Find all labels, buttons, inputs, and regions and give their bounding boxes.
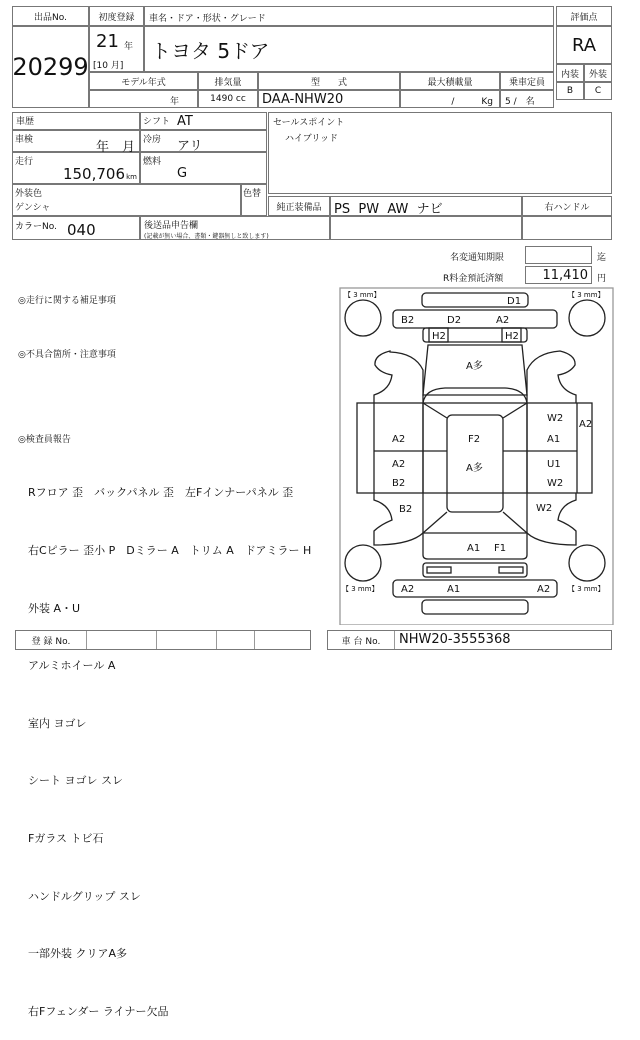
recycle-label: R料金預託済額 [443, 274, 504, 284]
color-no-cell [12, 216, 140, 240]
recycle-value: 11,410 [525, 266, 592, 284]
later-items-cell [140, 216, 330, 240]
damage-mark: B2 [399, 504, 413, 515]
mileage-value: 150,706 [62, 165, 125, 183]
damage-mark: A1 [467, 543, 481, 554]
driving-notes-label: ◎走行に関する補足事項 [18, 296, 116, 306]
report-line: Fガラス トビ石 [28, 832, 104, 846]
inspection-cell [12, 130, 140, 155]
sales-point-label: セールスポイント [273, 118, 345, 128]
report-line: 右Fフェンダー ライナー欠品 [28, 1004, 169, 1018]
color-label: 外装色 [15, 189, 43, 199]
inspection-value: 年 月 [95, 140, 135, 155]
damage-mark: F2 [468, 434, 481, 445]
damage-mark: A2 [496, 315, 510, 326]
damage-mark: B2 [401, 315, 415, 326]
fuel-cell [140, 152, 267, 184]
lot-label: 出品No. [12, 6, 89, 26]
max-load-label: 最大積載量 [400, 72, 500, 90]
first-reg-year: 21 [96, 31, 119, 52]
ac-cell [140, 130, 267, 152]
model-year-label: モデル年式 [89, 72, 198, 90]
fuel-value: G [177, 166, 188, 181]
report-line: 右Cピラー 歪小 P Dミラー A トリム A ドアミラー H [28, 544, 312, 558]
first-reg-label: 初度登録 [89, 6, 144, 26]
sales-point-value: ハイブリッド [285, 134, 339, 144]
damage-mark: A2 [392, 434, 406, 445]
report-line: ハンドルグリップ スレ [28, 889, 141, 903]
type-label: 型 式 [258, 72, 400, 90]
reg-label: 登 録 No. [16, 631, 87, 649]
displacement-value: 1490 cc [198, 90, 258, 108]
max-load-value: / Kg [400, 90, 500, 108]
interior-grade: B [556, 82, 584, 100]
report-line: アルミホイール A [28, 659, 116, 673]
damage-mark: A2 [401, 584, 415, 595]
sales-point-cell [268, 112, 612, 194]
mileage-cell [12, 152, 140, 184]
registration-row [15, 630, 311, 650]
color-cell [12, 184, 241, 216]
shift-cell [140, 112, 267, 130]
shift-label: シフト [143, 117, 171, 127]
equipment-value: PS PW AW ナビ [330, 196, 522, 216]
steering: 右ハンドル [522, 196, 612, 216]
damage-mark: H2 [505, 331, 519, 342]
blank-cell [522, 216, 612, 240]
year-unit: 年 [124, 42, 134, 52]
displacement-label: 排気量 [198, 72, 258, 90]
first-reg-month: [10 月] [93, 61, 124, 71]
first-reg-cell [89, 26, 144, 72]
later-items-value [330, 216, 522, 240]
tread-depth-rl: 【 3 mm】 [342, 585, 379, 593]
report-line: 一部外装 クリアA多 [28, 947, 128, 961]
defects-label: ◎不具合箇所・注意事項 [18, 350, 116, 360]
damage-mark: A2 [392, 459, 406, 470]
capacity-label: 乗車定員 [500, 72, 554, 90]
report-line: Rフロア 歪 バックパネル 歪 左Fインナーパネル 歪 [28, 486, 294, 500]
history-label: 車歴 [12, 112, 140, 130]
capacity-value: 5 / 名 [500, 90, 554, 108]
equipment-label: 純正装備品 [268, 196, 330, 216]
model-year-value: 年 [89, 90, 198, 108]
damage-diagram [330, 285, 620, 625]
color-no-value: 040 [67, 221, 96, 239]
report-line: 外装 A・U [28, 601, 81, 615]
report-line: シート ヨゴレ スレ [28, 774, 123, 788]
type-value: DAA-NHW20 [258, 90, 400, 108]
damage-mark: D1 [507, 296, 522, 307]
chassis-row [327, 630, 612, 650]
damage-mark: W2 [547, 478, 564, 489]
damage-mark: A1 [547, 434, 561, 445]
grade-score: RA [556, 26, 612, 64]
shift-value: AT [177, 114, 193, 129]
car-name-label: 車名・ドア・形状・グレード [144, 6, 554, 26]
ac-value: アリ [177, 139, 203, 154]
tread-depth-fr: 【 3 mm】 [568, 291, 605, 299]
ac-label: 冷房 [143, 135, 162, 145]
color-no-label: カラーNo. [15, 222, 57, 232]
car-name: トヨタ 5ドア [144, 26, 554, 72]
grade-label: 評価点 [556, 6, 612, 26]
reg-field [217, 631, 255, 649]
damage-mark: A多 [466, 463, 483, 474]
report-line: 室内 ヨゴレ [28, 716, 87, 730]
lot-number: 20299 [12, 26, 89, 108]
damage-mark: A2 [579, 419, 593, 430]
damage-mark: W2 [536, 503, 553, 514]
name-change-field [525, 246, 592, 264]
fuel-label: 燃料 [143, 157, 162, 167]
damage-mark: D2 [447, 315, 462, 326]
name-change-suffix: 迄 [597, 253, 607, 263]
car-outline [340, 288, 613, 625]
tread-depth-rr: 【 3 mm】 [568, 585, 605, 593]
later-items-note: (記載が無い場合、書類・鍵器無しと致します) [144, 233, 269, 240]
damage-mark: A1 [447, 584, 461, 595]
name-change-label: 名変通知期限 [450, 253, 505, 263]
later-items-label: 後送品申告欄 [144, 221, 199, 231]
interior-label: 内装 [556, 64, 584, 82]
color-change-label: 色替 [241, 184, 267, 216]
tread-depth-fl: 【 3 mm】 [344, 291, 381, 299]
reg-field [157, 631, 217, 649]
inspector-label: ◎検査員報告 [18, 435, 71, 445]
exterior-grade: C [584, 82, 612, 100]
damage-mark: W2 [547, 413, 564, 424]
inspection-label: 車検 [15, 135, 34, 145]
chassis-number: NHW20-3555368 [399, 632, 511, 647]
mileage-unit: km [126, 173, 137, 181]
damage-mark: U1 [547, 459, 561, 470]
damage-mark: F1 [494, 543, 507, 554]
damage-mark: A2 [537, 584, 551, 595]
damage-mark: B2 [392, 478, 406, 489]
mileage-label: 走行 [15, 157, 34, 167]
reg-field [87, 631, 157, 649]
exterior-label: 外装 [584, 64, 612, 82]
damage-mark: H2 [432, 331, 446, 342]
reg-field [255, 631, 310, 649]
inspector-report [28, 445, 311, 1040]
chassis-label: 車 台 No. [328, 631, 395, 649]
color-value: ゲンシャ [15, 203, 51, 213]
recycle-unit: 円 [597, 274, 607, 284]
damage-mark: A多 [466, 361, 483, 372]
